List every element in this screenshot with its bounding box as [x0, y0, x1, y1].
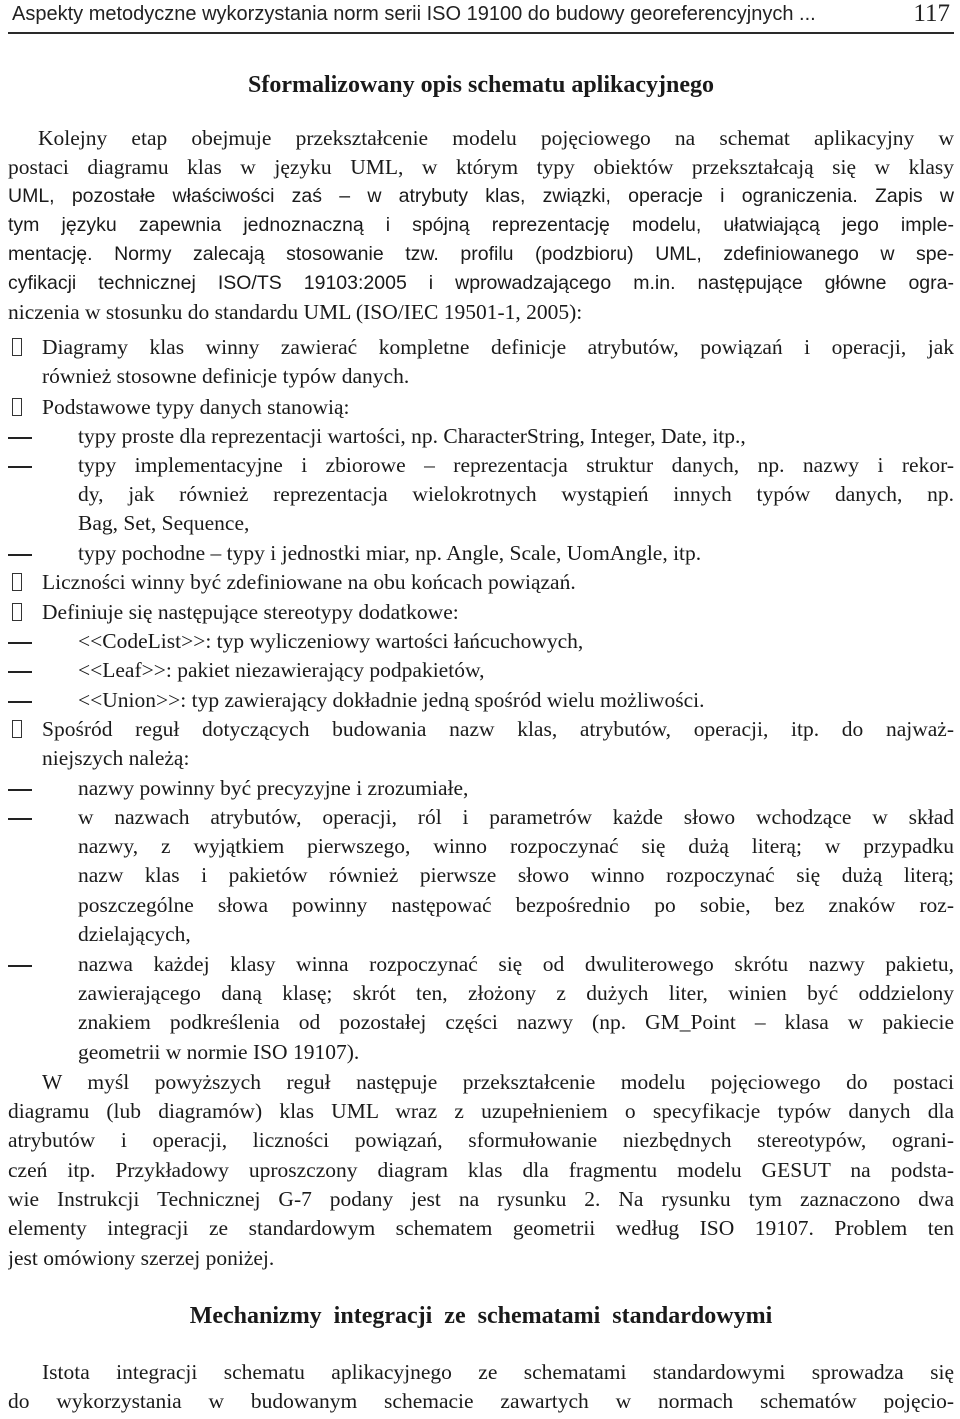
sublist-item-line: <<Leaf>>: pakiet niezawierający podpakietów,	[78, 658, 485, 682]
dash-marker	[8, 466, 32, 468]
header-title: Aspekty metodyczne wykorzystania norm serii ISO 19100 do budowy georeferencyjnych ...	[12, 3, 816, 25]
sublist-item-line: typy proste dla reprezentacji wartości, np. CharacterString, Integer, Date, itp.,	[78, 424, 746, 448]
dash-marker	[8, 789, 32, 791]
sublist-item-line: Bag, Set, Sequence,	[78, 511, 250, 535]
dash-marker	[8, 818, 32, 820]
paragraph-line: mentację. Normy zalecają stosowanie tzw. profilu (podzbioru) UML, zdefiniowanego w spe-	[8, 243, 954, 265]
paragraph-line: cyfikacji technicznej ISO/TS 19103:2005 i wprowadzającego m.in. następujące główne ogra-	[8, 272, 954, 294]
paragraph-line: W myśl powyższych reguł następuje przekształcenie modelu pojęciowego do postaci	[42, 1070, 954, 1094]
running-header	[8, 0, 954, 34]
sublist-item-line: znakiem podkreślenia od pozostałej części nazwy (np. GM_Point – klasa w pakiecie	[78, 1010, 954, 1034]
list-item-line: Definiuje się następujące stereotypy dodatkowe:	[42, 600, 459, 624]
bullet-marker	[12, 720, 22, 738]
list-item-line: Spośród reguł dotyczących budowania nazw klas, atrybutów, operacji, itp. do najważ-	[42, 717, 954, 741]
sublist-item-line: <<CodeList>>: typ wyliczeniowy wartości łańcuchowych,	[78, 629, 584, 653]
sublist-item-line: nazwy powinny być precyzyjne i zrozumiałe,	[78, 776, 469, 800]
paragraph-line: diagramu (lub diagramów) klas UML wraz z uzupełnieniem o specyfikacje typów danych dla	[8, 1099, 954, 1123]
paragraph-line: do wykorzystania w budowanym schemacie zawartych w normach schematów pojęcio-	[8, 1389, 954, 1413]
dash-marker	[8, 554, 32, 556]
paragraph-line: niczenia w stosunku do standardu UML (ISO/IEC 19501-1, 2005):	[8, 300, 583, 324]
dash-marker	[8, 701, 32, 703]
paragraph-line: Kolejny etap obejmuje przekształcenie modelu pojęciowego na schemat aplikacyjny w	[38, 126, 954, 150]
sublist-item-line: nazw klas i pakietów również pierwsze słowo winno rozpoczynać się dużą literą;	[78, 863, 954, 887]
paragraph-line: Istota integracji schematu aplikacyjnego ze schematami standardowymi sprowadza się	[42, 1360, 954, 1384]
paragraph-line: wie Instrukcji Technicznej G-7 podany jest na rysunku 2. Na rysunku tym zaznaczono dwa	[8, 1187, 954, 1211]
section-heading: Mechanizmy integracji ze schematami standardowymi	[189, 1303, 773, 1329]
paragraph-line: UML, pozostałe właściwości zaś – w atrybuty klas, związki, operacje i ograniczenia. Zapis w	[8, 185, 954, 207]
dash-marker	[8, 671, 32, 673]
list-item-line: Podstawowe typy danych stanowią:	[42, 395, 350, 419]
sublist-item-line: poszczególne słowa powinny następować bezpośrednio po sobie, bez znaków roz-	[78, 893, 954, 917]
bullet-marker	[12, 398, 22, 416]
section-heading: Sformalizowany opis schematu aplikacyjnego	[247, 72, 714, 98]
list-item-line: Liczności winny być zdefiniowane na obu końcach powiązań.	[42, 570, 576, 594]
list-item-line: Diagramy klas winny zawierać kompletne definicje atrybutów, powiązań i operacji, jak	[42, 335, 954, 359]
sublist-item-line: <<Union>>: typ zawierający dokładnie jedną spośród wielu możliwości.	[78, 688, 705, 712]
paragraph-line: postaci diagramu klas w języku UML, w którym typy obiektów przekształcają się w klasy	[8, 155, 954, 179]
paragraph-line: atrybutów i operacji, liczności powiązań, sformułowanie niezbędnych stereotypów, ograni-	[8, 1128, 954, 1152]
dash-marker	[8, 642, 32, 644]
bullet-marker	[12, 338, 22, 356]
document-page	[8, 0, 954, 1419]
sublist-item-line: dy, jak również reprezentacja wielokrotnych wystąpień innych typów danych, np.	[78, 482, 954, 506]
bullet-marker	[12, 573, 22, 591]
list-item-line: niejszych należą:	[42, 746, 190, 770]
sublist-item-line: typy pochodne – typy i jednostki miar, np. Angle, Scale, UomAngle, itp.	[78, 541, 702, 565]
dash-marker	[8, 437, 32, 439]
paragraph-line: czeń itp. Przykładowy uproszczony diagram klas dla fragmentu modelu GESUT na podsta-	[8, 1158, 954, 1182]
paragraph-line: elementy integracji ze standardowym schematem geometrii według ISO 19107. Problem ten	[8, 1216, 954, 1240]
page-number: 117	[913, 0, 950, 27]
sublist-item-line: w nazwach atrybutów, operacji, ról i parametrów każde słowo wchodzące w skład	[78, 805, 954, 829]
sublist-item-line: dzielających,	[78, 922, 191, 946]
sublist-item-line: nazwa każdej klasy winna rozpoczynać się od dwuliterowego skrótu nazwy pakietu,	[78, 952, 954, 976]
paragraph-line: jest omówiony szerzej poniżej.	[8, 1246, 275, 1270]
paragraph-line: tym języku zapewnia jednoznaczną i spójną reprezentację modelu, ułatwiającą jego imple-	[8, 214, 954, 236]
bullet-marker	[12, 603, 22, 621]
sublist-item-line: geometrii w normie ISO 19107).	[78, 1040, 360, 1064]
sublist-item-line: typy implementacyjne i zbiorowe – reprezentacja struktur danych, np. nazwy i rekor-	[78, 453, 954, 477]
dash-marker	[8, 965, 32, 967]
sublist-item-line: zawierającego daną klasę; skrót ten, złożony z dużych liter, winien być oddzielony	[78, 981, 954, 1005]
list-item-line: również stosowne definicje typów danych.	[42, 364, 410, 388]
sublist-item-line: nazwy, z wyjątkiem pierwszego, winno rozpoczynać się dużą literą; w przypadku	[78, 834, 954, 858]
